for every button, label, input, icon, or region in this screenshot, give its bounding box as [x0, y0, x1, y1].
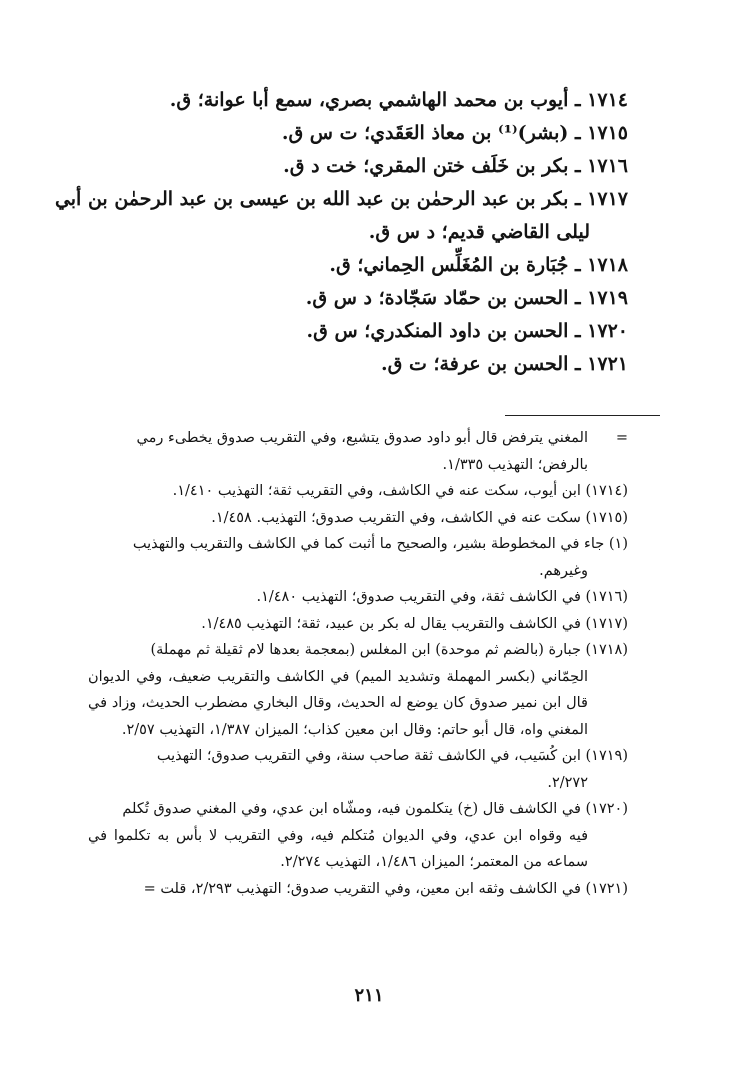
- footnote-1720: [88, 796, 628, 876]
- continuation-mark: =: [615, 430, 628, 446]
- footnotes: [88, 425, 628, 902]
- entry-1720: ١٧٢٠ ـ الحسن بن داود المنكدري؛ س ق.: [306, 320, 628, 342]
- footnote-1717: (١٧١٧) في الكاشف والتقريب يقال له بكر بن عبيد، ثقة؛ التهذيب ١/٤٨٥.: [201, 615, 628, 632]
- footnote-continued-rest: بالرفض؛ التهذيب ١/٣٣٥.: [442, 456, 588, 473]
- entry-1717-line: ١٧١٧ ـ بكر بن عبد الرحمٰن بن عبد الله بن عيسى بن عبد الرحمٰن بن أبي: [54, 188, 628, 210]
- footnote-1715: (١٧١٥) سكت عنه في الكاشف، وفي التقريب صدوق؛ التهذيب. ١/٤٥٨.: [211, 509, 628, 526]
- footnote-divider: [505, 415, 660, 416]
- entry-1714: ١٧١٤ ـ أيوب بن محمد الهاشمي بصري، سمع أبا عوانة؛ ق.: [169, 89, 628, 111]
- footnote-1-rest: وغيرهم.: [539, 562, 588, 579]
- page-number: ٢١١: [354, 985, 384, 1006]
- footnote-1720-rest: فيه وقواه ابن عدي، وفي الديوان مُتكلم فيه، وفي التقريب لا بأس به تكلموا في سماعه من المعتمر؛ الميزان ١/٤٨٦، التهذيب ٢/٢٧٤.: [88, 827, 588, 870]
- footnote-1-line: (١) جاء في المخطوطة بشير، والصحيح ما أثبت كما في الكاشف والتقريب والتهذيب: [132, 536, 628, 552]
- footnote-continued: [88, 425, 628, 478]
- entry-1716: ١٧١٦ ـ بكر بن خَلَف ختن المقري؛ خت د ق.: [283, 155, 628, 177]
- footnote-1720-line: (١٧٢٠) في الكاشف قال (خ) يتكلمون فيه، ومشّاه ابن عدي، وفي المغني صدوق تُكلم: [122, 801, 628, 817]
- footnote-1719: [88, 743, 628, 796]
- entry-1721: ١٧٢١ ـ الحسن بن عرفة؛ ت ق.: [381, 353, 628, 375]
- entry-1717: [54, 183, 628, 249]
- entry-1719: ١٧١٩ ـ الحسن بن حمّاد سَجّادة؛ د س ق.: [305, 287, 628, 309]
- footnote-1721: (١٧٢١) في الكاشف وثقه ابن معين، وفي التقريب صدوق؛ التهذيب ٢/٢٩٣، قلت =: [143, 880, 628, 897]
- entry-1718: ١٧١٨ ـ جُبَارة بن المُغَلِّس الحِماني؛ ق.: [329, 254, 628, 276]
- entry-1717-continuation: ليلى القاضي قديم؛ د س ق.: [368, 221, 590, 243]
- footnote-1718-rest: الحِمّاني (بكسر المهملة وتشديد الميم) في الكاشف والتقريب ضعيف، وفي الديوان قال ابن نمير صدوق كان يوضع له الحديث، وقال البخاري مضطرب الحديث، وزاد في المغني واه، قال أبو حاتم: وقال ابن معين كذاب؛ الميزان ١/٣٨٧، التهذيب ٢/٥٧.: [88, 668, 588, 738]
- entries-list: [54, 84, 628, 381]
- footnote-1718: [88, 637, 628, 743]
- footnote-1: [88, 531, 628, 584]
- footnote-1714: (١٧١٤) ابن أيوب، سكت عنه في الكاشف، وفي التقريب ثقة؛ التهذيب ١/٤١٠.: [172, 483, 628, 499]
- footnote-1719-rest: ٢/٢٧٢.: [547, 774, 588, 791]
- footnote-1716: (١٧١٦) في الكاشف ثقة، وفي التقريب صدوق؛ التهذيب ١/٤٨٠.: [256, 589, 628, 605]
- footnote-1718-line: (١٧١٨) جبارة (بالضم ثم موحدة) ابن المغلس (بمعجمة بعدها لام ثقيلة ثم مهملة): [150, 642, 628, 658]
- footnote-1719-line: (١٧١٩) ابن كُسَيب، في الكاشف ثقة صاحب سنة، وفي التقريب صدوق؛ التهذيب: [156, 748, 628, 764]
- footnote-continued-line: المغني يترفض قال أبو داود صدوق يتشيع، وفي التقريب صدوق يخطىء رمي: [136, 430, 588, 446]
- entry-1715: ١٧١٥ ـ (بشر)⁽¹⁾ بن معاذ العَقَدي؛ ت س ق.: [281, 122, 628, 144]
